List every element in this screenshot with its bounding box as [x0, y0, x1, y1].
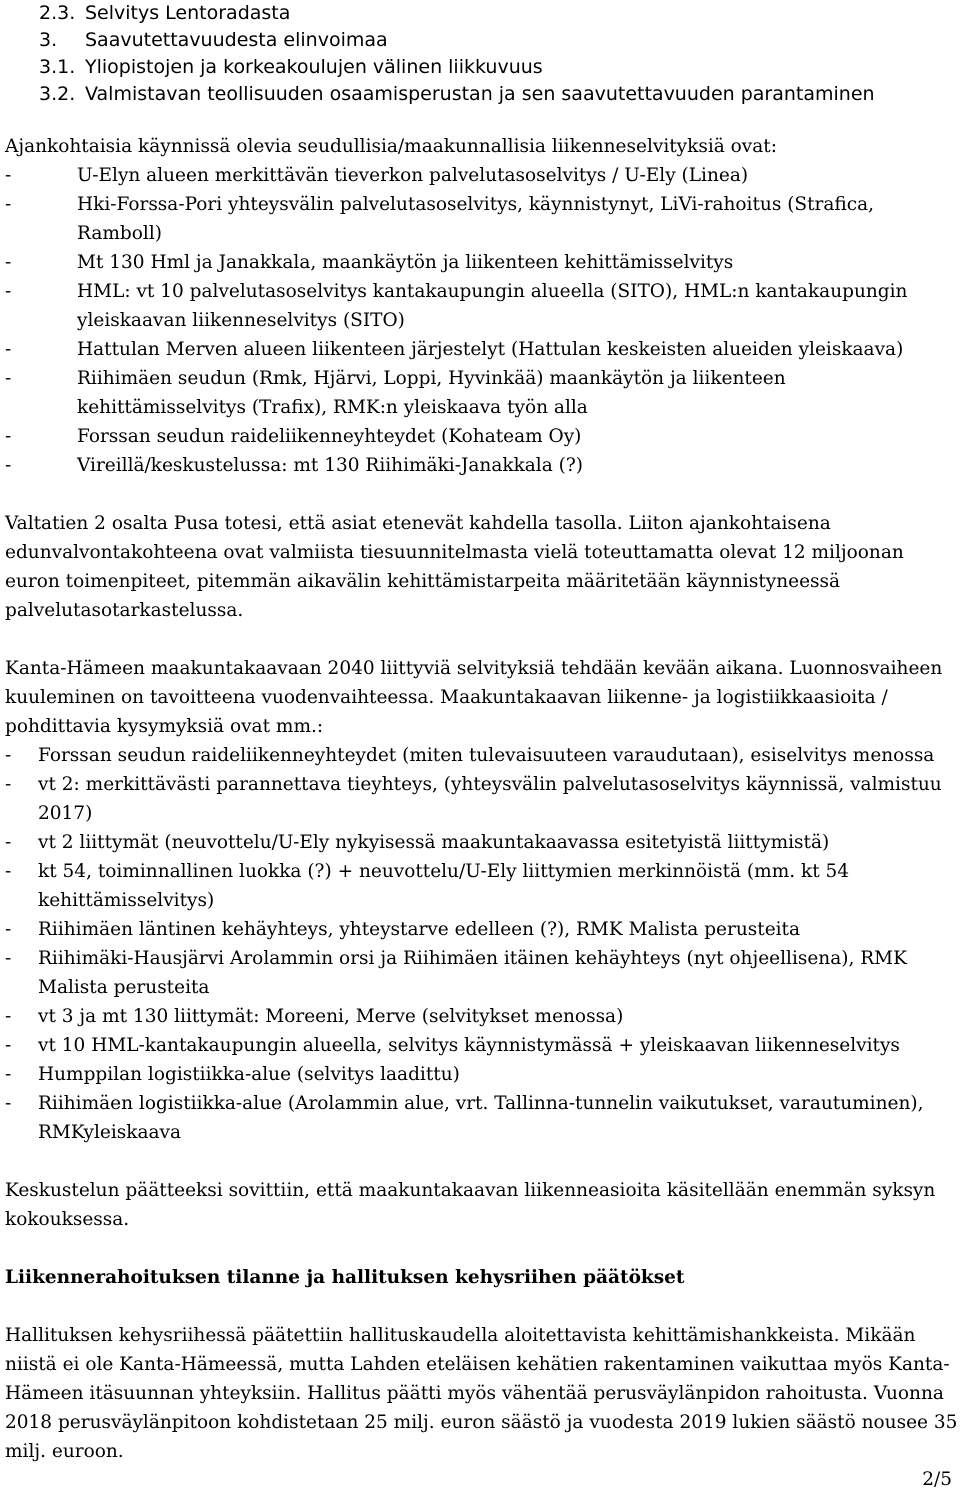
conclusion-paragraph: Keskustelun päätteeksi sovittiin, että maakuntakaavan liikenneasioita käsitellään enemmän syksyn kokouksessa. — [5, 1180, 936, 1230]
toc-item — [39, 54, 875, 81]
toc-item — [39, 0, 875, 27]
list-item: - U-Elyn alueen merkittävän tieverkon palvelutasoselvitys / U-Ely (Linea) — [5, 165, 749, 186]
toc-number: 2.3. — [39, 2, 76, 24]
list-item: - vt 10 HML-kantakaupungin alueella, selvitys käynnistymässä + yleiskaavan liikenneselvitys — [5, 1035, 900, 1056]
toc-label: Saavutettavuudesta elinvoimaa — [85, 29, 388, 51]
list-item: - Hattulan Merven alueen liikenteen järjestelyt (Hattulan keskeisten alueiden yleiskaava) — [5, 339, 904, 360]
toc-number: 3. — [39, 29, 58, 51]
toc-item — [39, 81, 875, 108]
list-item: - Hki-Forssa-Pori yhteysvälin palvelutasoselvitys, käynnistynyt, LiVi-rahoitus (Strafica, Ramboll) — [5, 194, 875, 244]
list-item: - Mt 130 Hml ja Janakkala, maankäytön ja liikenteen kehittämisselvitys — [5, 252, 734, 273]
toc-item — [39, 27, 875, 54]
list-item: - vt 3 ja mt 130 liittymät: Moreeni, Merve (selvitykset menossa) — [5, 1006, 624, 1027]
list-item: - Riihimäen läntinen kehäyhteys, yhteystarve edelleen (?), RMK Malista perusteita — [5, 919, 801, 940]
questions-list — [5, 741, 958, 1147]
list-item: - Vireillä/keskustelussa: mt 130 Riihimäki-Janakkala (?) — [5, 455, 583, 476]
list-item: - vt 2 liittymät (neuvottelu/U-Ely nykyisessä maakuntakaavassa esitetyistä liittymistä) — [5, 832, 830, 853]
list-item: - Riihimäen logistiikka-alue (Arolammin alue, vrt. Tallinna-tunnelin vaikutukset, varautuminen), RMKyleiskaava — [5, 1093, 924, 1143]
toc-list — [39, 0, 875, 108]
list-item: - Riihimäen seudun (Rmk, Hjärvi, Loppi, Hyvinkää) maankäytön ja liikenteen kehittämisselvitys (Trafix), RMK:n yleiskaava työn alla — [5, 368, 786, 418]
toc-number: 3.2. — [39, 83, 76, 105]
toc-label: Selvitys Lentoradasta — [85, 2, 291, 24]
list-item: - Riihimäki-Hausjärvi Arolammin orsi ja Riihimäen itäinen kehäyhteys (nyt ohjeellisena), RMK Malista perusteita — [5, 948, 907, 998]
list-item: - vt 2: merkittävästi parannettava tieyhteys, (yhteysvälin palvelutasoselvitys käynnissä, valmistuu 2017) — [5, 774, 942, 824]
maakuntakaava-paragraph: Kanta-Hämeen maakuntakaavaan 2040 liittyviä selvityksiä tehdään kevään aikana. Luonnosvaiheen kuuleminen on tavoitteena vuodenvaihteessa. Maakuntakaavan liikenne- ja logistiikkaasioita / pohdittavia kysymyksiä ovat mm.: — [5, 658, 943, 737]
list-item: - kt 54, toiminnallinen luokka (?) + neuvottelu/U-Ely liittymien merkinnöistä (mm. kt 54 kehittämisselvitys) — [5, 861, 850, 911]
toc-label: Valmistavan teollisuuden osaamisperustan ja sen saavutettavuuden parantaminen — [85, 83, 875, 105]
list-item: - Forssan seudun raideliikenneyhteydet (Kohateam Oy) — [5, 426, 582, 447]
list-item: - HML: vt 10 palvelutasoselvitys kantakaupungin alueella (SITO), HML:n kantakaupungin yleiskaavan liikenneselvitys (SITO) — [5, 281, 908, 331]
valtatiet-paragraph: Valtatien 2 osalta Pusa totesi, että asiat etenevät kahdella tasolla. Liiton ajankohtaisena edunvalvontakohteena ovat valmiista tiesuunnitelmasta vielä toteuttamatta olevat 12 miljoonan euron toimenpiteet, pitemmän aikavälin kehittämistarpeita määritetään käynnistyneessä palvelutasotarkastelussa. — [5, 513, 904, 621]
list-item: - Humppilan logistiikka-alue (selvitys laadittu) — [5, 1064, 460, 1085]
page-number: 2/5 — [922, 1469, 952, 1490]
list-item: - Forssan seudun raideliikenneyhteydet (miten tulevaisuuteen varaudutaan), esiselvitys menossa — [5, 745, 935, 766]
kehysriihi-paragraph: Hallituksen kehysriihessä päätettiin hallituskaudella aloitettavista kehittämishankkeista. Mikään niistä ei ole Kanta-Hämeessä, mutta Lahden eteläisen kehätien rakentaminen vaikuttaa myös Kanta-Hämeen itäsuunnan yhteyksiin. Hallitus päätti myös vähentää perusväylänpidon rahoitusta. Vuonna 2018 perusväylänpitoon kohdistetaan 25 milj. euron säästö ja vuodesta 2019 lukien säästö nousee 35 milj. euroon. — [5, 1325, 958, 1462]
section-heading: Liikennerahoituksen tilanne ja hallituksen kehysriihen päätökset — [5, 1267, 685, 1288]
document-body — [5, 132, 958, 1466]
toc-number: 3.1. — [39, 56, 76, 78]
ongoing-studies-list — [5, 161, 958, 480]
toc-label: Yliopistojen ja korkeakoulujen välinen liikkuvuus — [85, 56, 543, 78]
intro-paragraph: Ajankohtaisia käynnissä olevia seudullisia/maakunnallisia liikenneselvityksiä ovat: — [5, 136, 777, 157]
